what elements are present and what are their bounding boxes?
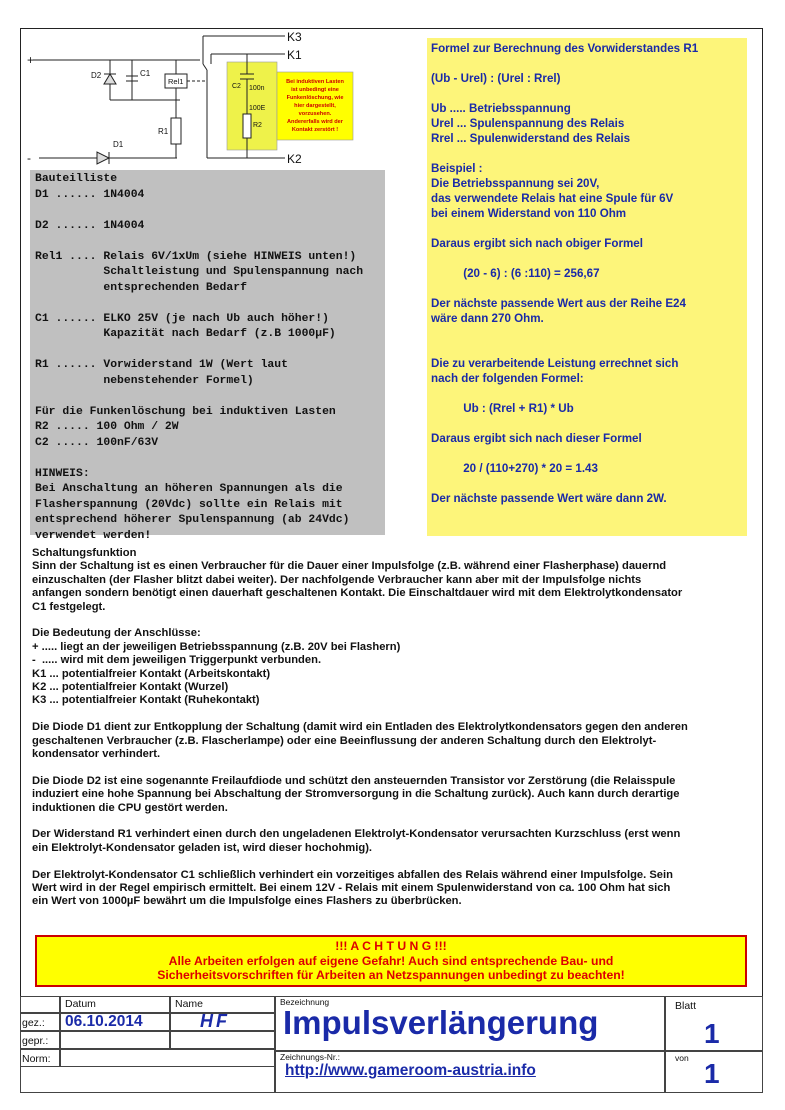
terminal-k3-label: K3 [287,30,302,44]
name-label: Name [175,998,204,1010]
function-text-line: + ..... liegt an der jeweiligen Betriebsspannung (z.B. 20V bei Flashern) [32,640,401,653]
c1-label: C1 [140,69,151,78]
sheet-total: 1 [704,1058,720,1089]
function-text-line [32,708,752,721]
gepr-label: gepr.: [22,1035,49,1047]
function-text-line: Sinn der Schaltung ist es einen Verbraucher für die Dauer einer Impulsfolge (z.B. während einer Flasherphase) dauernd [32,560,667,573]
formula-line: 20 / (110+270) * 20 = 1.43 [431,462,598,475]
svg-text:hier dargestellt,: hier dargestellt, [294,103,336,109]
formula-line: das verwendete Relais hat eine Spule für 6V [431,192,674,205]
d2-label: D2 [91,71,102,80]
function-text-line: Der Widerstand R1 verhindert einen durch den ungeladenen Elektrolyt-Kondensator verursachten Kurzschluss (erst wenn [32,828,681,841]
function-text-line: Die Diode D2 ist eine sogenannte Freilaufdiode und schützt den ansteuernden Transistor vor Zerstörung (die Relaisspule [32,774,676,787]
svg-text:Kontakt zerstört !: Kontakt zerstört ! [291,127,339,133]
function-description [32,547,752,909]
bezeichnung-label: Bezeichnung [280,997,330,1007]
formula-line [431,416,743,431]
parts-list-line: D2 ...... 1N4004 [35,219,145,232]
r2-label: R2 [253,122,262,129]
formula-line: (Ub - Urel) : (Urel : Rrel) [431,72,561,85]
formula-line [431,341,743,356]
date-value: 06.10.2014 [65,1013,143,1030]
function-text-line: K1 ... potentialfreier Kontakt (Arbeitskontakt) [32,667,271,680]
parts-list [30,170,385,542]
parts-list-line: verwendet werden! [35,529,152,542]
svg-text:vorzusehen.: vorzusehen. [298,111,332,117]
formula-line: Ub : (Rrel + R1) * Ub [431,402,574,415]
svg-text:Funkenlöschung, wie: Funkenlöschung, wie [286,95,344,101]
formula-line: Die zu verarbeitende Leistung errechnet sich [431,357,679,370]
von-label: von [675,1053,689,1063]
function-text-line: geschaltenen Verbraucher (z.B. Flascherlampe) oder eine Beeinflussung der anderen Schaltung durch den Elektrolyt- [32,734,657,747]
svg-text:Andererfalls wird der: Andererfalls wird der [287,119,343,125]
parts-list-line: Schaltleistung und Spulenspannung nach [35,266,364,278]
function-text-line: ein Elektrolyt-Kondensator geladen ist, wird dieser hochohmig). [32,841,373,854]
formula-line [431,446,743,461]
parts-list-line: entsprechenden Bedarf [35,281,247,294]
function-text-line: - ..... wird mit dem jeweiligen Triggerpunkt verbunden. [32,654,322,667]
warning-title: !!! A C H T U N G !!! [335,939,447,953]
formula-line [431,386,743,401]
parts-list-line: C2 ..... 100nF/63V [35,436,159,449]
function-text-line: induziert eine hohe Spannung bei Abschaltung der Stromversorgung in die Schaltung zurück). Auch kann durch derartige [32,788,680,801]
sheet-number: 1 [704,1018,720,1049]
formula-line: Rrel ... Spulenwiderstand des Relais [431,132,631,145]
function-text-line: Der Elektrolyt-Kondensator C1 schließlich verhindert ein vorzeitiges abfallen des Relais während einer Impulsfolge. Sein [32,868,673,881]
parts-list-line: HINWEIS: [35,467,90,480]
formula-line [431,56,743,71]
function-text-line: Die Diode D1 dient zur Entkopplung der Schaltung (damit wird ein Entladen des Elektrolytkondensators gegen den anderen [32,721,688,734]
spark-note [286,79,344,133]
function-text-line [32,855,752,868]
title-block [20,996,763,1093]
formula-line [431,281,743,296]
formula-line: wäre dann 270 Ohm. [431,312,544,325]
formula-line [431,86,743,101]
function-text-line: C1 festgelegt. [32,600,106,613]
c2-value-label: 100n [249,85,265,92]
function-text-line: K3 ... potentialfreier Kontakt (Ruhekontakt) [32,694,260,707]
rel1-label: Rel1 [168,77,184,86]
formula-line: Der nächste passende Wert aus der Reihe E24 [431,297,686,310]
terminal-k2-label: K2 [287,152,302,166]
zeichnungs-label: Zeichnungs-Nr.: [280,1052,340,1062]
function-text-line: kondensator verhindert. [32,748,161,761]
formula-line [431,326,743,341]
formula-line: (20 - 6) : (6 :110) = 256,67 [431,267,600,280]
function-text-line: Schaltungsfunktion [32,547,137,559]
parts-list-line: nebenstehender Formel) [35,374,254,387]
c2-label: C2 [232,83,241,90]
svg-text:ist unbedingt eine: ist unbedingt eine [291,87,339,93]
parts-list-line: Kapazität nach Bedarf (z.B 1000µF) [35,328,336,340]
svg-text:Bei induktiven Lasten: Bei induktiven Lasten [286,79,344,85]
function-text-line: induktionen die CPU gestört werden. [32,801,228,814]
function-text-line [32,614,752,627]
warning-line-1: Alle Arbeiten erfolgen auf eigene Gefahr! Auch sind entsprechende Bau- und [168,953,614,968]
parts-list-line: Flasherspannung (20Vdc) sollte ein Relais mit [35,498,343,511]
parts-list-line: entsprechend höherer Spulenspannung (ab 24Vdc) [35,514,350,526]
warning-box [35,935,747,987]
function-text-line: Die Bedeutung der Anschlüsse: [32,627,201,640]
formula-line: Der nächste passende Wert wäre dann 2W. [431,492,667,505]
formula-line [431,221,743,236]
gez-label: gez.: [22,1017,45,1029]
parts-list-line: Rel1 .... Relais 6V/1xUm (siehe HINWEIS unten!) [35,250,357,263]
function-text-line: Wert wird in der Regel empirisch ermittelt. Bei einem 12V - Relais mit einem Spulenwiderstand von ca. 100 Ohm hat sich [32,882,671,895]
parts-list-line: Bauteilliste [35,173,118,185]
formula-line: Beispiel : [431,162,483,175]
formula-line: Die Betriebsspannung sei 20V, [431,177,600,190]
formula-line: Daraus ergibt sich nach dieser Formel [431,432,642,445]
formula-line: nach der folgenden Formel: [431,372,584,385]
parts-list-line: D1 ...... 1N4004 [35,188,145,201]
formula-line [431,146,743,161]
function-text-line [32,815,752,828]
terminal-plus-label: + [27,53,35,67]
datum-label: Datum [65,998,96,1010]
function-text-line: K2 ... potentialfreier Kontakt (Wurzel) [32,681,229,694]
formula-line: Urel ... Spulenspannung des Relais [431,117,625,130]
formula-line [431,251,743,266]
formula-line: Ub ..... Betriebsspannung [431,102,571,115]
r1-label: R1 [158,127,169,136]
norm-label: Norm: [22,1053,51,1065]
drawing-title: Impulsverlängerung [283,1004,599,1041]
terminal-k1-label: K1 [287,48,302,62]
formula-line: Formel zur Berechnung des Vorwiderstandes R1 [431,42,699,55]
formula-line: Daraus ergibt sich nach obiger Formel [431,237,643,250]
function-text-line: anfangen sondern benötigt einen dauerhaft geschaltenen Kontakt. Die Einschaltdauer wird mit dem Elektrolytkondensator [32,587,683,600]
warning-line-2: Sicherheitsvorschriften für Arbeiten an Netzspannungen unbedingt zu beachten! [157,968,625,982]
formula-line: bei einem Widerstand von 110 Ohm [431,207,627,220]
circuit-schematic [25,30,420,170]
r2-value-label: 100E [249,105,266,112]
function-text-line: einzuschalten (der Flasher blitzt dabei weiter). Der nachfolgende Verbraucher kann aber mit der Impulsfolge nichts [32,573,642,586]
parts-list-line: Bei Anschaltung an höheren Spannungen als die [35,483,343,495]
function-text-line [32,761,752,774]
website-link[interactable]: http://www.gameroom-austria.info [285,1062,536,1079]
formula-box [427,38,747,536]
parts-list-line: R2 ..... 100 Ohm / 2W [35,421,179,433]
function-text-line: ein Wert von 1000µF bewährt um die Impulsfolge eines Flashers zu überbrücken. [32,895,462,908]
terminal-minus-label: - [27,151,31,165]
formula-line [431,476,743,491]
parts-list-line: Für die Funkenlöschung bei induktiven Lasten [35,405,336,418]
blatt-label: Blatt [675,1000,697,1012]
parts-list-line: R1 ...... Vorwiderstand 1W (Wert laut [35,359,288,371]
d1-label: D1 [113,140,124,149]
parts-list-line: C1 ...... ELKO 25V (je nach Ub auch höher!) [35,312,329,325]
name-value: HF [200,1011,230,1031]
